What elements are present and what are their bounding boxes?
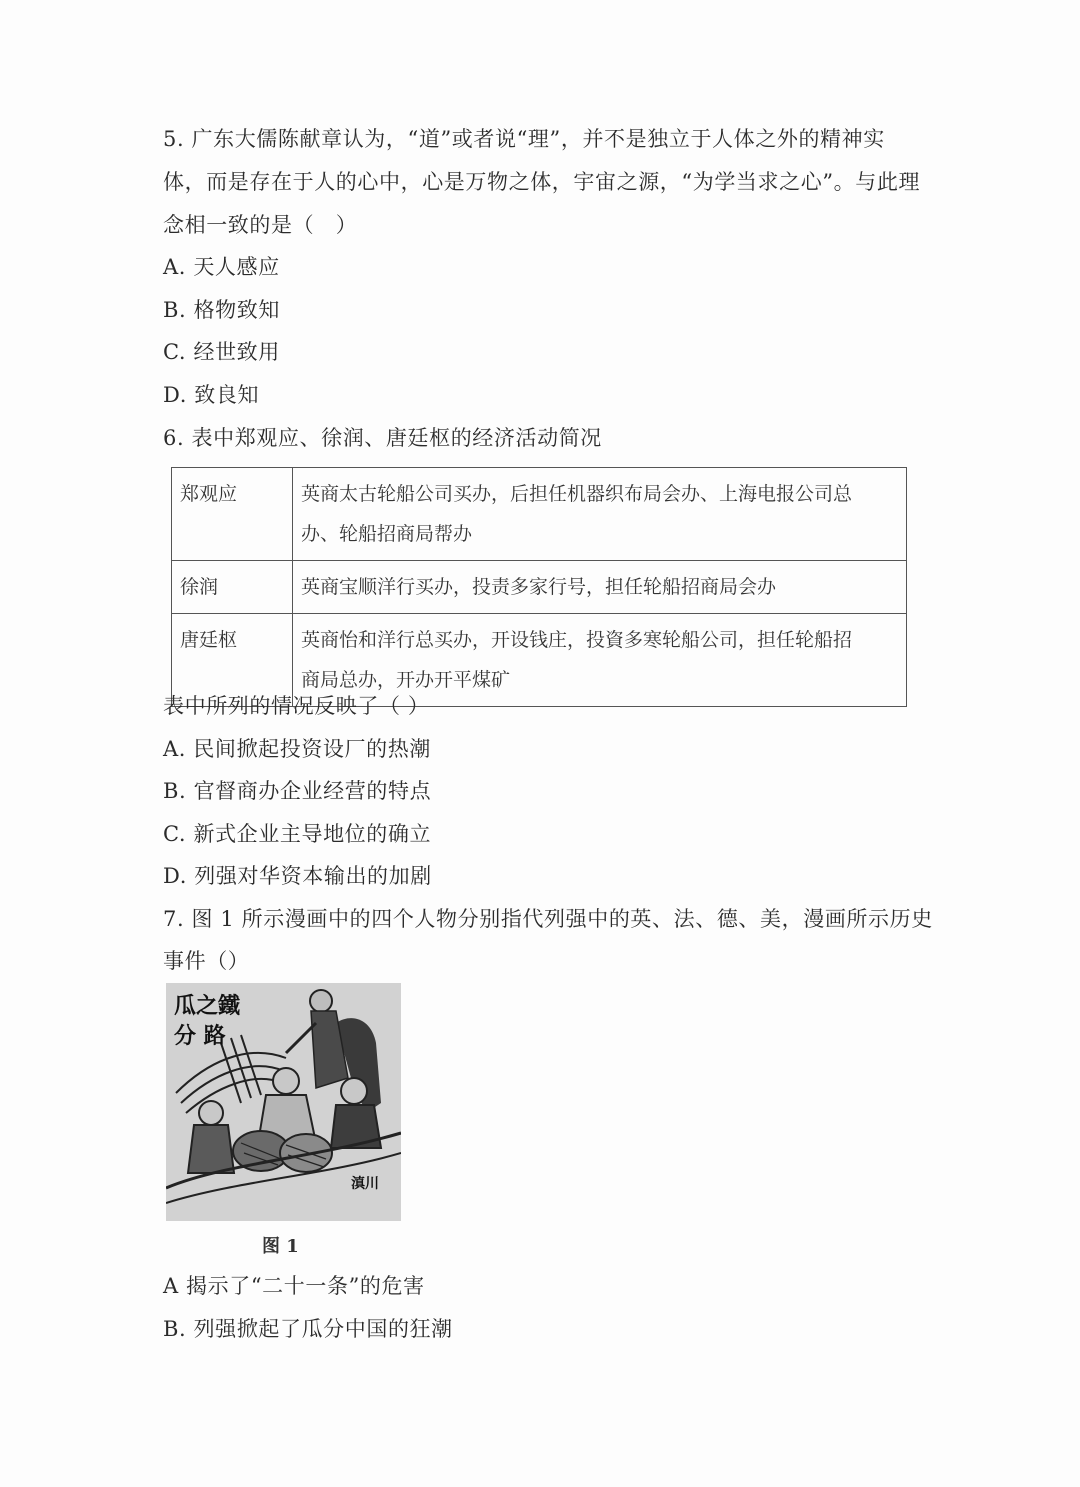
q5-option-c: C. 经世致用 (163, 340, 280, 364)
q6-option-a: A. 民间掀起投资设厂的热潮 (163, 737, 431, 761)
table-row (172, 468, 907, 561)
table-cell-name: 郑观应 (172, 468, 293, 561)
cartoon-label: 滇川 (351, 1176, 379, 1192)
q6-question: 表中所列的情况反映了（ ） (163, 694, 430, 718)
q7-option-a: A 揭示了“二十一条”的危害 (163, 1274, 425, 1298)
q6-stem: 6. 表中郑观应、徐润、唐廷枢的经济活动简况 (163, 426, 602, 450)
q5-option-b: B. 格物致知 (163, 298, 280, 322)
q5-stem-line-3: 念相一致的是（ ） (163, 213, 358, 237)
q7-option-b: B. 列强掀起了瓜分中国的狂潮 (163, 1317, 453, 1341)
table-cell-desc-line: 英商宝顺洋行买办，投责多家行号，担任轮船招商局会办 (301, 576, 777, 598)
cartoon-figure (166, 983, 401, 1221)
table-row (172, 561, 907, 614)
q5-stem-line-2: 体，而是存在于人的心中，心是万物之体，宇宙之源，“为学当求之心”。与此理 (163, 170, 921, 194)
q6-option-c: C. 新式企业主导地位的确立 (163, 822, 432, 846)
q6-option-b: B. 官督商办企业经营的特点 (163, 779, 432, 803)
cartoon-drawing (166, 983, 401, 1221)
q7-stem-line-1: 7. 图 1 所示漫画中的四个人物分别指代列强中的英、法、德、美，漫画所示历史 (163, 907, 933, 931)
q7-stem-line-2: 事件（） (163, 949, 250, 973)
q5-stem-line-1: 5. 广东大儒陈献章认为，“道”或者说“理”，并不是独立于人体之外的精神实 (163, 127, 885, 151)
table-cell-desc-line: 英商怡和洋行总买办，开设钱庄，投資多寒轮船公司，担任轮船招 (301, 629, 853, 651)
cartoon-title-line-2: 分 路 (174, 1023, 226, 1049)
cartoon-title-line-1: 瓜之鐵 (174, 993, 241, 1019)
q5-option-a: A. 天人感应 (163, 255, 280, 279)
q6-option-d: D. 列强对华资本输出的加剧 (163, 864, 432, 888)
table-cell-name: 徐润 (172, 561, 293, 614)
table-cell-desc (293, 468, 907, 561)
table-cell-desc-line: 办、轮船招商局帮办 (301, 523, 473, 545)
table-cell-name: 唐廷枢 (172, 614, 293, 707)
q5-option-d: D. 致良知 (163, 383, 260, 407)
table-cell-desc-line: 英商太古轮船公司买办，后担任机器织布局会办、上海电报公司总 (301, 483, 853, 505)
figure-caption: 图 1 (262, 1236, 299, 1257)
table-cell-desc-line: 商局总办，开办开平煤矿 (301, 669, 511, 691)
q6-table (171, 467, 907, 707)
table-cell-desc (293, 561, 907, 614)
